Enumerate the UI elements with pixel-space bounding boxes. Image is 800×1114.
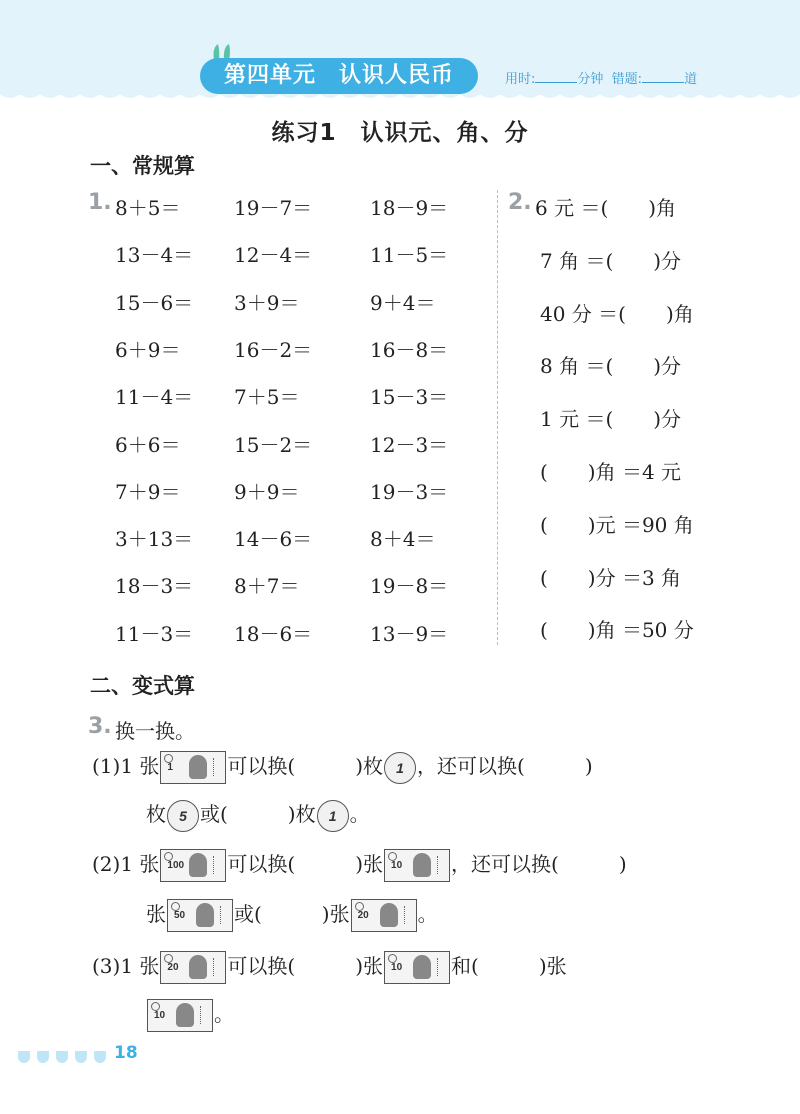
q1-equation: 11－4＝: [115, 385, 194, 409]
q2-conversion-item: 6 元 ＝( )角: [535, 196, 677, 220]
banknote-denomination: 10: [154, 1010, 166, 1021]
q3-p2-text-b: 可以换( )张: [227, 852, 384, 876]
section-heading-variant: 二、变式算: [90, 674, 195, 698]
q1-equation: 19－8＝: [370, 574, 449, 598]
q1-equation: 6＋9＝: [115, 338, 181, 362]
q3-p3-text-b: 可以换( )张: [227, 954, 384, 978]
q3-part2-line2: [146, 898, 438, 932]
q3-part1-line1: [92, 750, 593, 784]
q1-equation: 16－8＝: [370, 338, 449, 362]
q1-equation: 6＋6＝: [115, 433, 181, 457]
q3-p1-text-b: 可以换( )枚: [227, 754, 384, 778]
q3-p2-text-a: (2)1 张: [92, 852, 160, 876]
q3-p2-text-d: 张: [146, 902, 166, 926]
coin-5-jiao-icon: 5: [167, 800, 199, 832]
q3-p3-text-f: 。: [214, 1002, 234, 1026]
q1-equation: 12－4＝: [234, 243, 313, 267]
q3-p1-text-c: ，还可以换( ): [417, 754, 593, 778]
q2-conversion-item: 7 角 ＝( )分: [540, 249, 682, 273]
q1-equation: 9＋9＝: [234, 480, 300, 504]
q3-p1-text-d: 枚: [146, 802, 166, 826]
q1-equation: 11－3＝: [115, 622, 194, 646]
q1-equation: 14－6＝: [234, 527, 313, 551]
question-2-number: 2.: [508, 190, 532, 215]
errors-blank[interactable]: [642, 70, 684, 83]
q1-equation: 18－9＝: [370, 196, 449, 220]
q1-equation: 3＋13＝: [115, 527, 194, 551]
banknote-1-yuan-icon: [160, 751, 226, 784]
q2-conversion-item: 8 角 ＝( )分: [540, 354, 682, 378]
q1-equation: 7＋5＝: [234, 385, 300, 409]
q1-equation: 8＋7＝: [234, 574, 300, 598]
q3-part3-line2: [146, 998, 234, 1032]
q1-equation: 12－3＝: [370, 433, 449, 457]
q1-equation: 16－2＝: [234, 338, 313, 362]
q1-equation: 13－9＝: [370, 622, 449, 646]
banknote-20-yuan-icon: [351, 899, 417, 932]
time-blank[interactable]: [535, 70, 577, 83]
q3-p2-text-c: ，还可以换( ): [451, 852, 627, 876]
q1-equation: 15－2＝: [234, 433, 313, 457]
q2-conversion-item: ( )元 ＝90 角: [540, 513, 694, 537]
coin-1-jiao-icon: 1: [317, 800, 349, 832]
banknote-100-yuan-icon: [160, 849, 226, 882]
q1-equation: 11－5＝: [370, 243, 449, 267]
q3-p3-text-a: (3)1 张: [92, 954, 160, 978]
errors-label: 错题:: [611, 72, 643, 87]
question-3-prompt: 换一换。: [115, 719, 195, 743]
q3-part1-line2: [146, 798, 370, 832]
q2-conversion-item: ( )分 ＝3 角: [540, 566, 682, 590]
q1-equation: 18－6＝: [234, 622, 313, 646]
q2-conversion-item: 1 元 ＝( )分: [540, 407, 682, 431]
banknote-denomination: 20: [167, 962, 179, 973]
question-3-number: 3.: [88, 714, 112, 739]
q1-equation: 8＋5＝: [115, 196, 181, 220]
dashed-divider: [497, 190, 498, 645]
q3-p2-text-f: 。: [417, 902, 438, 926]
q1-equation: 15－3＝: [370, 385, 449, 409]
banknote-denomination: 10: [391, 860, 403, 871]
q1-equation: 9＋4＝: [370, 291, 436, 315]
q2-conversion-item: 40 分 ＝( )角: [540, 302, 694, 326]
questions-label: 道: [684, 72, 698, 87]
q1-equation: 7＋9＝: [115, 480, 181, 504]
section-heading-regular: 一、常规算: [90, 154, 195, 178]
q1-equation: 18－3＝: [115, 574, 194, 598]
q2-conversion-item: ( )角 ＝4 元: [540, 460, 682, 484]
q3-p1-text-f: 。: [349, 802, 370, 826]
banknote-denomination: 100: [167, 860, 185, 871]
q1-equation: 15－6＝: [115, 291, 194, 315]
banknote-50-yuan-icon: [167, 899, 233, 932]
page-dots-decoration: [18, 1048, 113, 1067]
q3-p1-text-e: 或( )枚: [200, 802, 316, 826]
minutes-label: 分钟: [577, 72, 604, 87]
timing-record: [505, 68, 697, 87]
q1-equation: 19－7＝: [234, 196, 313, 220]
banknote-10-yuan-icon: [384, 951, 450, 984]
exercise-title: 练习1 认识元、角、分: [271, 120, 529, 146]
banknote-20-yuan-icon: [160, 951, 226, 984]
q1-equation: 13－4＝: [115, 243, 194, 267]
q3-p3-text-c: 和( )张: [451, 954, 567, 978]
q1-equation: 8＋4＝: [370, 527, 436, 551]
question-1-number: 1.: [88, 190, 112, 215]
banknote-denomination: 10: [391, 962, 403, 973]
page-number: 18: [114, 1043, 138, 1063]
coin-1-jiao-icon: 1: [384, 752, 416, 784]
banknote-10-yuan-icon: [384, 849, 450, 882]
q3-part3-line1: [92, 950, 567, 984]
q1-equation: 3＋9＝: [234, 291, 300, 315]
banknote-denomination: 50: [174, 910, 186, 921]
q3-part2-line1: [92, 848, 627, 882]
unit-title: 第四单元 认识人民币: [200, 58, 478, 94]
time-label: 用时:: [505, 72, 536, 87]
q3-p2-text-e: 或( )张: [234, 902, 350, 926]
banknote-denomination: 1: [167, 762, 173, 773]
q3-p1-text-a: (1)1 张: [92, 754, 160, 778]
q1-equation: 19－3＝: [370, 480, 449, 504]
banknote-denomination: 20: [357, 910, 369, 921]
q2-conversion-item: ( )角 ＝50 分: [540, 618, 694, 642]
banknote-10-yuan-icon: [147, 999, 213, 1032]
